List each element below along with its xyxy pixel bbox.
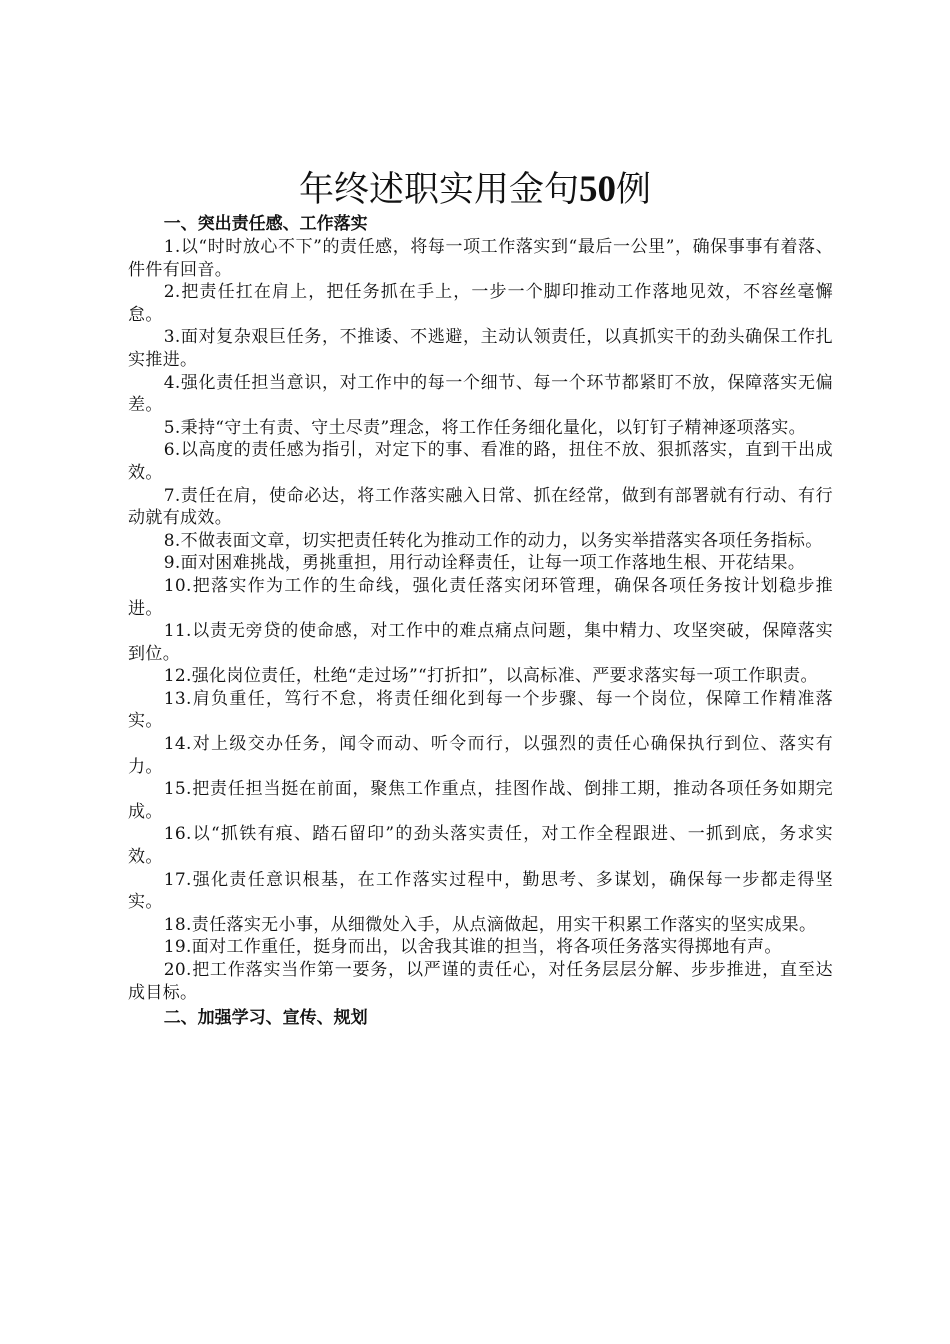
list-item: 3.面对复杂艰巨任务，不推诿、不逃避，主动认领责任，以真抓实干的劲头确保工作扎实推进。 xyxy=(128,327,833,370)
section-heading-1: 一、突出责任感、工作落实 xyxy=(163,214,368,234)
list-item: 11.以责无旁贷的使命感，对工作中的难点痛点问题，集中精力、攻坚突破，保障落实到位。 xyxy=(128,621,833,664)
document-title xyxy=(0,165,950,215)
list-item: 20.把工作落实当作第一要务，以严谨的责任心，对任务层层分解、步步推进，直至达成目标。 xyxy=(128,960,833,1003)
list-item: 5.秉持“守土有责、守土尽责”理念，将工作任务细化量化，以钉钉子精神逐项落实。 xyxy=(163,417,806,438)
list-item: 9.面对困难挑战，勇挑重担，用行动诠释责任，让每一项工作落地生根、开花结果。 xyxy=(163,553,806,574)
list-item: 4.强化责任担当意识，对工作中的每一个细节、每一个环节都紧盯不放，保障落实无偏差。 xyxy=(128,372,833,416)
title-text: 年终述职实用金句 xyxy=(298,170,579,210)
list-item: 8.不做表面文章，切实把责任转化为推动工作的动力，以务实举措落实各项任务指标。 xyxy=(163,530,823,551)
list-item: 16.以“抓铁有痕、踏石留印”的劲头落实责任，对工作全程跟进、一抓到底，务求实效。 xyxy=(128,824,833,868)
list-item: 1.以“时时放心不下”的责任感，将每一项工作落实到“最后一公里”，确保事事有着落、件件有回音。 xyxy=(128,237,833,280)
list-item: 18.责任落实无小事，从细微处入手，从点滴做起，用实干积累工作落实的坚实成果。 xyxy=(163,914,817,935)
list-item: 2.把责任扛在肩上，把任务抓在手上，一步一个脚印推动工作落地见效，不容丝毫懈怠。 xyxy=(128,282,833,325)
title-number: 50 xyxy=(579,169,616,210)
list-item: 10.把落实作为工作的生命线，强化责任落实闭环管理，确保各项任务按计划稳步推进。 xyxy=(128,575,833,619)
list-item: 12.强化岗位责任，杜绝“走过场”“打折扣”，以高标准、严要求落实每一项工作职责。 xyxy=(163,666,818,687)
list-item: 6.以高度的责任感为指引，对定下的事、看准的路，扭住不放、狠抓落实，直到干出成效。 xyxy=(128,440,833,483)
list-item: 17.强化责任意识根基，在工作落实过程中，勤思考、多谋划，确保每一步都走得坚实。 xyxy=(128,869,833,913)
list-item: 13.肩负重任，笃行不怠，将责任细化到每一个步骤、每一个岗位，保障工作精准落实。 xyxy=(128,688,833,732)
list-item: 14.对上级交办任务，闻令而动、听令而行，以强烈的责任心确保执行到位、落实有力。 xyxy=(128,734,833,777)
list-item: 15.把责任担当挺在前面，聚焦工作重点，挂图作战、倒排工期，推动各项任务如期完成。 xyxy=(128,779,833,822)
list-item: 7.责任在肩，使命必达，将工作落实融入日常、抓在经常，做到有部署就有行动、有行动就有成效。 xyxy=(128,485,833,529)
document-body xyxy=(128,213,833,1030)
list-item: 19.面对工作重任，挺身而出，以舍我其谁的担当，将各项任务落实得掷地有声。 xyxy=(163,937,782,958)
title-suffix: 例 xyxy=(616,170,652,210)
section-heading-2: 二、加强学习、宣传、规划 xyxy=(163,1008,368,1029)
